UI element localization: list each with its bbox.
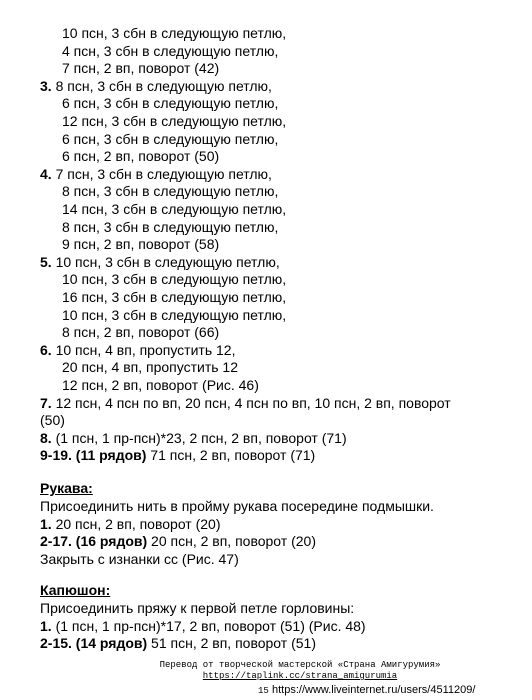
- row-text: Присоединить пряжу к первой петле горловины:: [40, 600, 355, 616]
- row-text: 16 псн, 3 сбн в следующую петлю,: [62, 289, 287, 305]
- row-text: 10 псн, 3 сбн в следующую петлю,: [51, 253, 280, 270]
- text-line: [40, 635, 522, 652]
- text-line: [62, 113, 522, 130]
- text-line: [40, 516, 522, 533]
- footer-link[interactable]: https://taplink.cc/strana_amigurumia: [202, 671, 398, 681]
- page-number: 15: [258, 686, 269, 696]
- row-text: 10 псн, 4 вп, пропустить 12,: [51, 341, 236, 358]
- row-text: 12 псн, 2 вп, поворот (Рис. 46): [62, 377, 259, 393]
- text-line: [62, 271, 522, 288]
- row-text: 6 псн, 3 сбн в следующую петлю,: [62, 95, 279, 112]
- row-text: 14 псн, 3 сбн в следующую петлю,: [62, 201, 287, 217]
- text-line: [40, 395, 522, 412]
- text-line: [62, 183, 522, 200]
- row-text: 8 псн, 2 вп, поворот (66): [62, 324, 220, 341]
- text-line: [62, 307, 522, 324]
- row-text: 71 псн, 2 вп, поворот (71): [146, 447, 316, 464]
- text-line: [40, 533, 522, 550]
- row-number: 8.: [40, 429, 52, 446]
- text-line: [40, 430, 522, 447]
- row-number: 7.: [40, 394, 52, 411]
- row-text: 10 псн, 3 сбн в следующую петлю,: [62, 271, 287, 288]
- text-line: [62, 219, 522, 236]
- row-number: 4.: [40, 165, 52, 182]
- row-text: 20 псн, 2 вп, поворот (20): [51, 515, 221, 532]
- text-line: [62, 131, 522, 148]
- row-text: 12 псн, 4 псн по вп, 20 псн, 4 псн по вп, 10 псн, 2 вп, поворот: [51, 394, 451, 411]
- row-text: 9 псн, 2 вп, поворот (58): [62, 236, 220, 253]
- row-number: 1.: [40, 515, 52, 532]
- text-line: [40, 600, 522, 617]
- text-line: [62, 359, 522, 376]
- text-line: [62, 377, 522, 394]
- text-line: [40, 412, 522, 429]
- text-line: [62, 43, 522, 60]
- row-text: 7 псн, 2 вп, поворот (42): [62, 60, 220, 77]
- text-line: [62, 25, 522, 42]
- row-text: Закрыть с изнанки сс (Рис. 47): [40, 550, 239, 567]
- row-text: 8 псн, 3 сбн в следующую петлю,: [62, 218, 279, 235]
- row-number: 9-19. (11 рядов): [40, 447, 147, 464]
- row-text: 7 псн, 3 сбн в следующую петлю,: [51, 165, 272, 182]
- row-text: 6 псн, 2 вп, поворот (50): [62, 148, 220, 165]
- source-url: https://www.liveinternet.ru/users/4511209/: [272, 684, 476, 696]
- hood-heading: Капюшон:: [40, 582, 111, 598]
- footer-credit: Перевод от творческой мастерской «Страна Амигурумия»: [159, 660, 441, 670]
- row-text: (1 псн, 1 пр-псн)*23, 2 псн, 2 вп, поворот (71): [51, 429, 347, 446]
- text-line: [40, 618, 522, 635]
- text-line: [40, 498, 522, 515]
- row-text: 20 псн, 2 вп, поворот (20): [147, 533, 316, 550]
- text-line: [62, 201, 522, 218]
- row-text: (1 псн, 1 пр-псн)*17, 2 вп, поворот (51) (Рис. 48): [51, 617, 366, 634]
- sleeves-heading: Рукава:: [40, 480, 93, 496]
- row-text: 8 псн, 3 сбн в следующую петлю,: [51, 77, 272, 94]
- row-number: 2-15. (14 рядов): [40, 635, 148, 652]
- text-line: [40, 551, 522, 568]
- row-number: 6.: [40, 341, 52, 358]
- row-text: 10 псн, 3 сбн в следующую петлю,: [62, 25, 287, 41]
- text-line: [62, 60, 522, 77]
- row-text: 6 псн, 3 сбн в следующую петлю,: [62, 130, 279, 147]
- row-text: 20 псн, 4 вп, пропустить 12: [62, 359, 239, 376]
- text-line: [40, 78, 522, 95]
- row-text: 4 псн, 3 сбн в следующую петлю,: [62, 42, 279, 59]
- row-text: 10 псн, 3 сбн в следующую петлю,: [62, 306, 287, 323]
- text-line: [62, 289, 522, 306]
- row-text: 12 псн, 3 сбн в следующую петлю,: [62, 113, 287, 129]
- text-line: [40, 166, 522, 183]
- text-line: [62, 236, 522, 253]
- row-number: 5.: [40, 253, 52, 270]
- row-text: 8 псн, 3 сбн в следующую петлю,: [62, 183, 279, 200]
- row-text: Присоединить нить в пройму рукава посередине подмышки.: [40, 498, 434, 514]
- text-line: [40, 254, 522, 271]
- text-line: [62, 95, 522, 112]
- text-line: [40, 342, 522, 359]
- text-line: [62, 148, 522, 165]
- row-text: 51 псн, 2 вп, поворот (51): [147, 635, 316, 652]
- row-text: (50): [40, 412, 65, 429]
- row-number: 1.: [40, 617, 52, 634]
- text-line: [40, 447, 522, 464]
- text-line: [62, 324, 522, 341]
- row-number: 2-17. (16 рядов): [40, 533, 148, 550]
- row-number: 3.: [40, 77, 52, 94]
